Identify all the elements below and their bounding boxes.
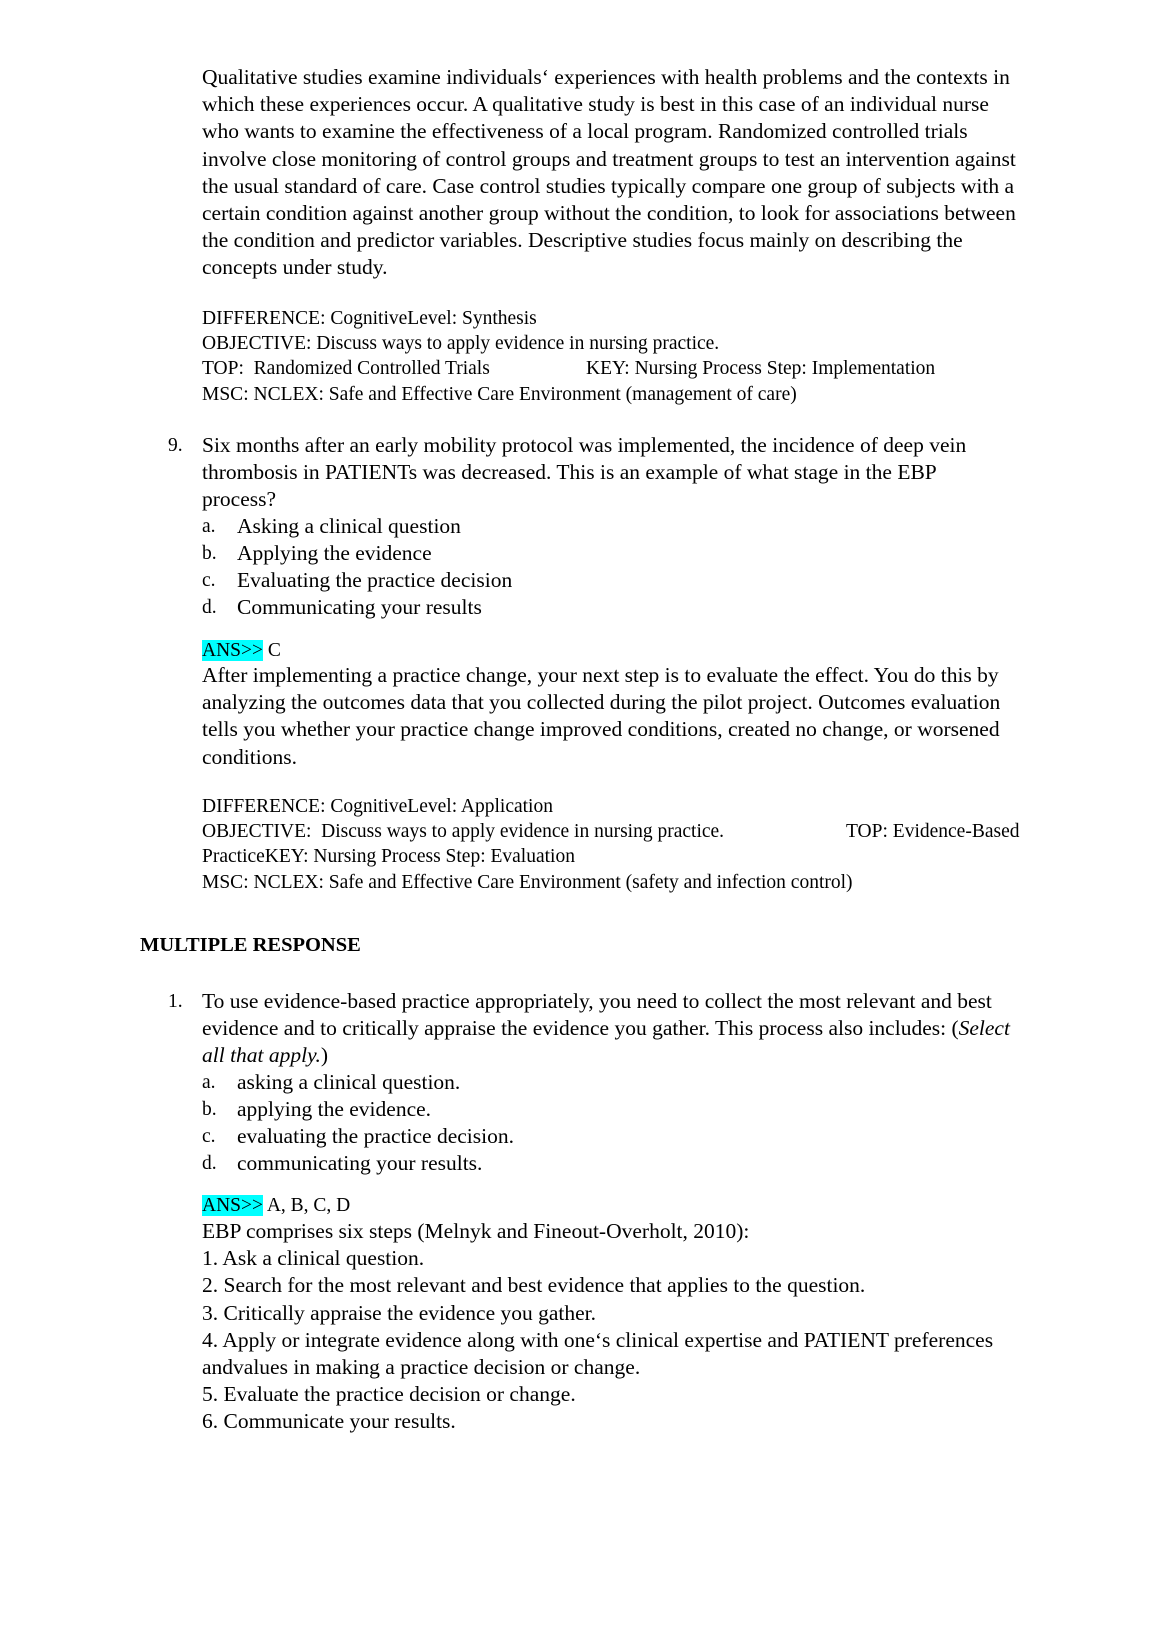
option-text: communicating your results. [237, 1151, 483, 1175]
paragraph-line: which these experiences occur. A qualitative study is best in this case of an individual nurse [202, 92, 989, 117]
rationale-line: tells you whether your practice change improved conditions, created no change, or worsened [202, 717, 1000, 742]
option-letter: a. [202, 516, 216, 537]
option-letter: a. [202, 1072, 216, 1093]
option-text: asking a clinical question. [237, 1070, 461, 1094]
option-text: Evaluating the practice decision [237, 568, 513, 592]
meta-difference: DIFFERENCE: CognitiveLevel: Application [202, 796, 553, 817]
rationale-line: After implementing a practice change, your next step is to evaluate the effect. You do this by [202, 663, 999, 687]
answer-value: C [263, 640, 281, 661]
option-text: Asking a clinical question [237, 514, 461, 538]
option-letter: c. [202, 570, 216, 591]
meta-msc: MSC: NCLEX: Safe and Effective Care Environment (safety and infection control) [202, 871, 853, 893]
meta-practice-key: PracticeKEY: Nursing Process Step: Evaluation [202, 846, 575, 868]
answer-options [202, 513, 1082, 621]
rationale-line: 1. Ask a clinical question. [202, 1246, 425, 1271]
stem-line: Six months after an early mobility protocol was implemented, the incidence of deep vein [202, 433, 967, 457]
option-letter: d. [202, 597, 217, 618]
option-text: applying the evidence. [237, 1097, 432, 1121]
meta-block-1 [202, 306, 1082, 407]
answer-label-highlight: ANS>> [202, 640, 264, 661]
option-text: Communicating your results [237, 595, 482, 619]
option-letter: d. [202, 1153, 217, 1174]
meta-msc: MSC: NCLEX: Safe and Effective Care Environment (management of care) [202, 383, 797, 405]
option-letter: b. [202, 543, 217, 564]
option-c [202, 567, 1082, 594]
rationale-line: EBP comprises six steps (Melnyk and Fineout-Overholt, 2010): [202, 1219, 750, 1243]
stem-line [202, 1042, 1082, 1069]
paragraph-line: the usual standard of care. Case control studies typically compare one group of subjects with a [202, 173, 1014, 198]
stem-line [202, 1015, 1082, 1042]
question-stem [202, 988, 1082, 1070]
option-a [202, 1069, 1082, 1096]
meta-block-2 [202, 794, 1082, 895]
question-number: 1. [168, 991, 183, 1012]
stem-italic: Select [958, 1016, 1010, 1041]
option-letter: c. [202, 1126, 216, 1147]
meta-difference: DIFFERENCE: CognitiveLevel: Synthesis [202, 308, 537, 329]
paragraph-line: certain condition against another group without the condition, to look for associations between [202, 201, 1016, 226]
rationale [202, 662, 1082, 771]
paragraph-line: who wants to examine the effectiveness of a local program. Randomized controlled trials [202, 119, 968, 144]
answer-options [202, 1069, 1082, 1177]
paragraph-line: the condition and predictor variables. Descriptive studies focus mainly on describing the [202, 228, 963, 253]
meta-objective: OBJECTIVE: Discuss ways to apply evidence in nursing practice. [202, 821, 725, 843]
meta-objective: OBJECTIVE: Discuss ways to apply evidence in nursing practice. [202, 333, 720, 355]
rationale-line: 3. Critically appraise the evidence you gather. [202, 1300, 597, 1325]
option-b [202, 1096, 1082, 1123]
stem-text: evidence and to critically appraise the evidence you gather. This process also includes: ( [202, 1016, 959, 1041]
meta-objective-top-row [202, 819, 1082, 844]
intro-paragraph [202, 64, 1082, 282]
stem-italic: all that apply. [202, 1043, 321, 1068]
answer-label-highlight: ANS>> [202, 1195, 264, 1216]
meta-key: KEY: Nursing Process Step: Implementation [586, 358, 936, 380]
rationale-line: 2. Search for the most relevant and best evidence that applies to the question. [202, 1273, 866, 1298]
paragraph-line: involve close monitoring of control groups and treatment groups to test an intervention against [202, 146, 1016, 171]
rationale-line: 4. Apply or integrate evidence along with one‘s clinical expertise and PATIENT preferences [202, 1327, 994, 1352]
stem-line: thrombosis in PATIENTs was decreased. This is an example of what stage in the EBP [202, 460, 937, 485]
rationale-line: conditions. [202, 744, 297, 769]
option-text: Applying the evidence [237, 541, 432, 565]
stem-text: ) [320, 1043, 329, 1068]
paragraph-line: concepts under study. [202, 255, 388, 280]
stem-line: process? [202, 487, 277, 512]
meta-top: TOP: Evidence-Based [846, 821, 1020, 843]
option-d [202, 594, 1082, 621]
rationale [202, 1218, 1082, 1436]
option-c [202, 1123, 1082, 1150]
paragraph-line: Qualitative studies examine individuals‘ experiences with health problems and the contexts in [202, 65, 1010, 89]
option-b [202, 540, 1082, 567]
meta-top-key-row [202, 356, 1082, 381]
question-number: 9. [168, 435, 183, 456]
answer-line [202, 638, 1082, 663]
rationale-line: andvalues in making a practice decision or change. [202, 1355, 641, 1380]
stem-line: To use evidence-based practice appropriately, you need to collect the most relevant and best [202, 989, 992, 1013]
option-d [202, 1150, 1082, 1177]
meta-top: TOP: Randomized Controlled Trials [202, 358, 490, 380]
answer-value: A, B, C, D [263, 1195, 351, 1216]
option-letter: b. [202, 1099, 217, 1120]
answer-line [202, 1193, 1082, 1218]
question-stem [202, 432, 1082, 514]
rationale-line: 6. Communicate your results. [202, 1409, 456, 1434]
option-a [202, 513, 1082, 540]
section-heading: MULTIPLE RESPONSE [140, 934, 361, 956]
rationale-line: 5. Evaluate the practice decision or change. [202, 1382, 576, 1407]
option-text: evaluating the practice decision. [237, 1124, 514, 1148]
rationale-line: analyzing the outcomes data that you collected during the pilot project. Outcomes evaluation [202, 690, 1001, 715]
